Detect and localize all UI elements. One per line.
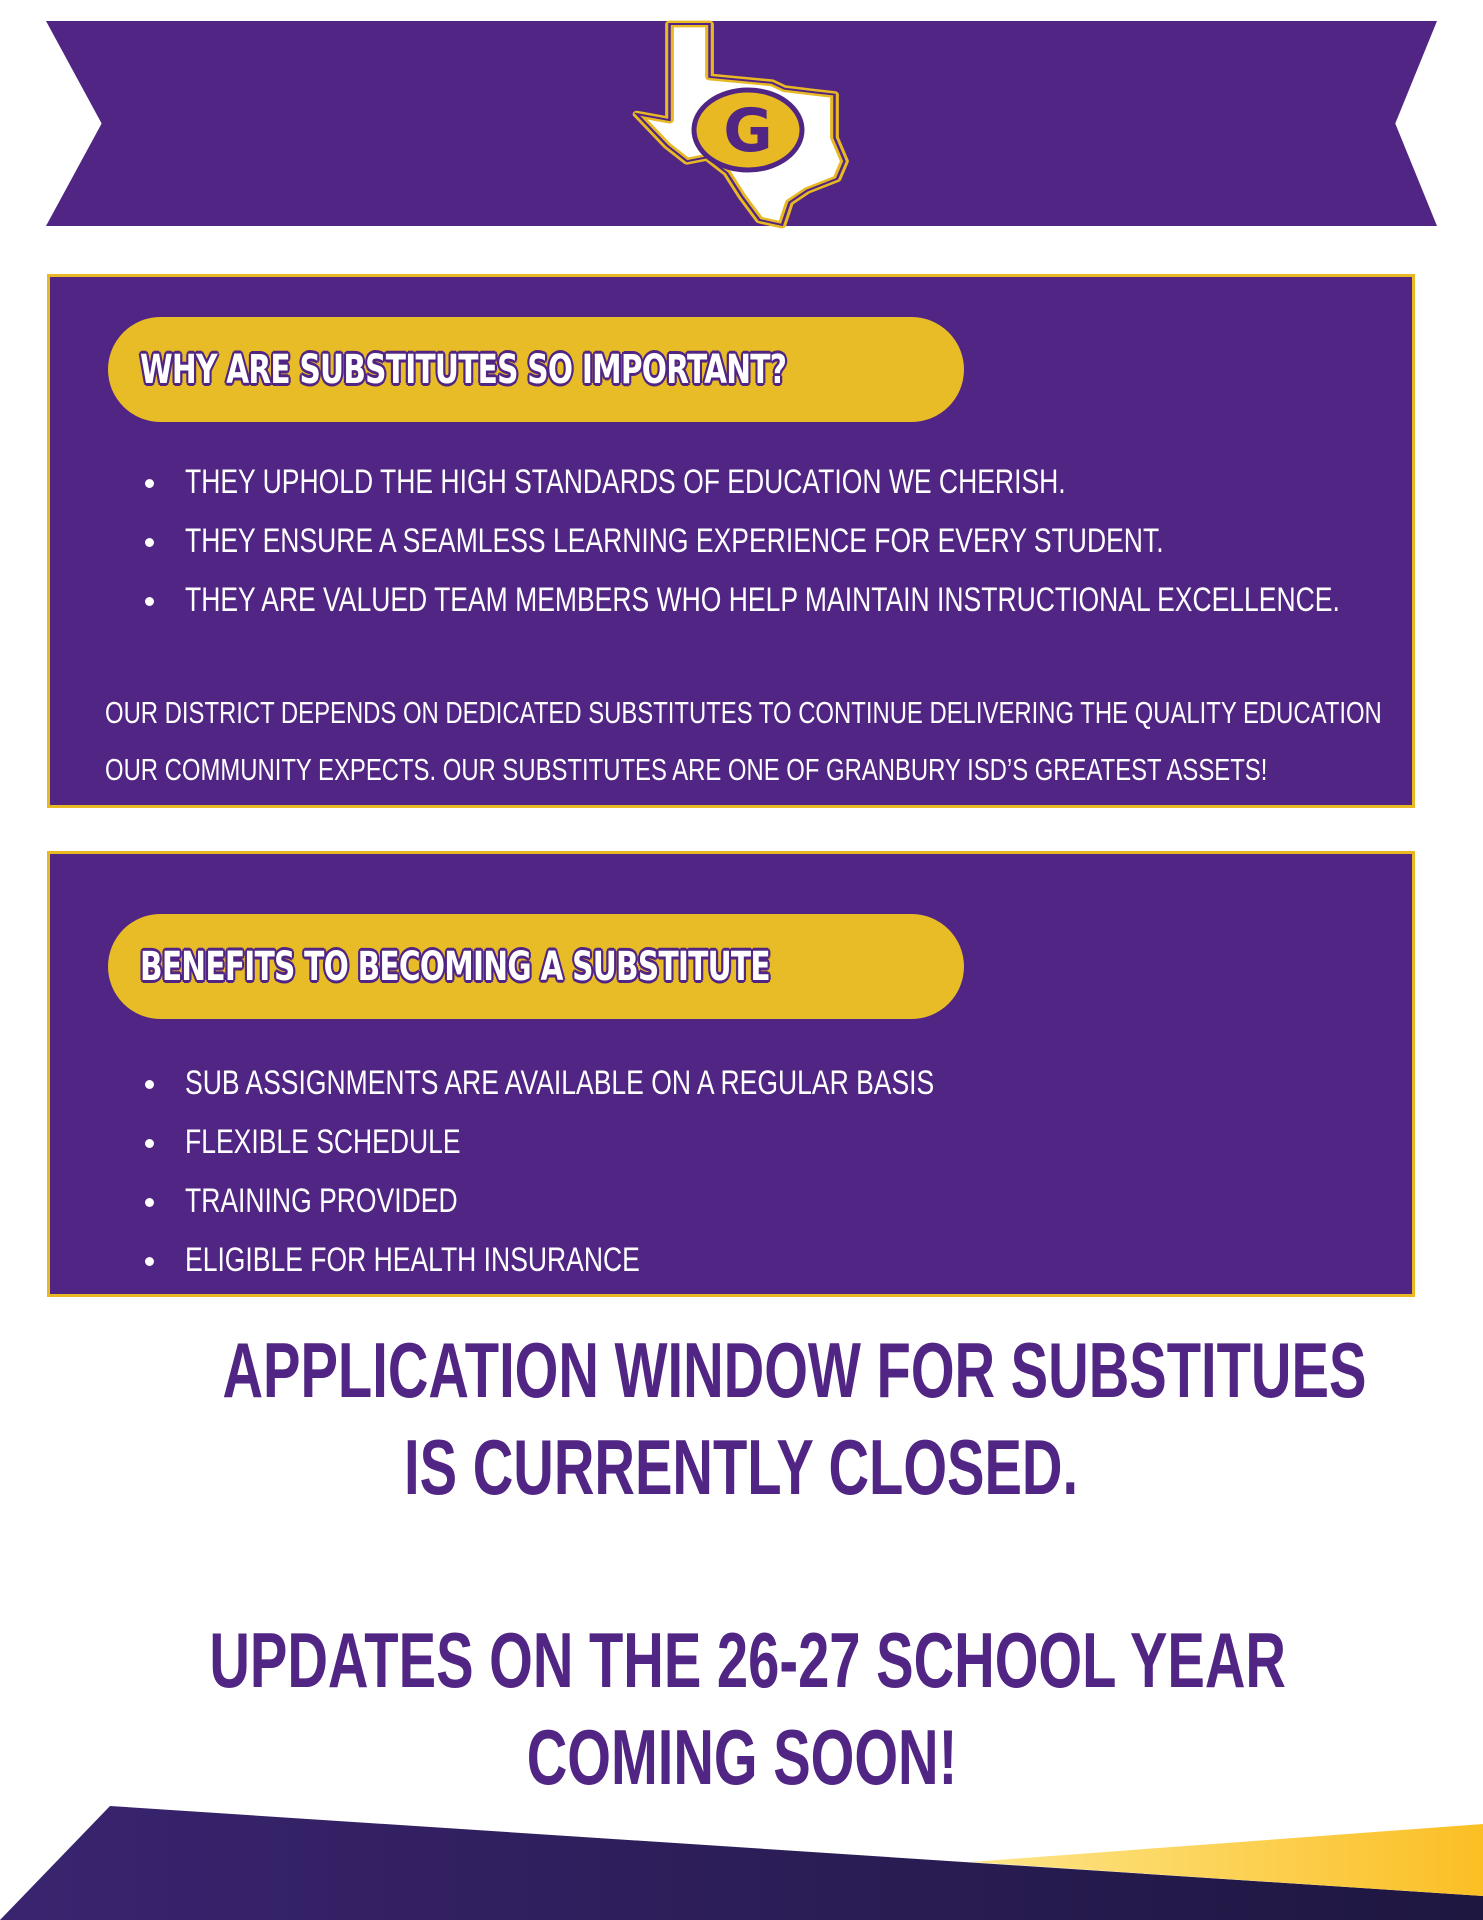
- list-item: THEY ENSURE A SEAMLESS LEARNING EXPERIENCE FOR EVERY STUDENT.: [145, 512, 1483, 571]
- footer-stripe: [0, 1800, 1483, 1920]
- notice-line: UPDATES ON THE 26-27 SCHOOL YEAR: [209, 1616, 1286, 1704]
- section-title-pill: [108, 317, 964, 422]
- list-item: TRAINING PROVIDED: [145, 1172, 1146, 1231]
- application-closed-notice: [0, 1322, 1483, 1516]
- section-title-pill: [108, 914, 964, 1019]
- list-item: THEY ARE VALUED TEAM MEMBERS WHO HELP MAINTAIN INSTRUCTIONAL EXCELLENCE.: [145, 571, 1483, 630]
- notice-line: COMING SOON!: [526, 1713, 957, 1801]
- paragraph-line: OUR DISTRICT DEPENDS ON DEDICATED SUBSTITUTES TO CONTINUE DELIVERING THE QUALITY EDUCATION: [105, 695, 1382, 730]
- notice-line: APPLICATION WINDOW FOR SUBSTITUES: [222, 1326, 1367, 1414]
- bullet-list: [145, 1054, 1146, 1290]
- notice-line: IS CURRENTLY CLOSED.: [404, 1423, 1079, 1511]
- section-title: BENEFITS TO BECOMING A SUBSTITUTE: [140, 943, 770, 990]
- list-item: FLEXIBLE SCHEDULE: [145, 1113, 1146, 1172]
- updates-notice: [0, 1612, 1483, 1806]
- paragraph-line: OUR COMMUNITY EXPECTS. OUR SUBSTITUTES ARE ONE OF GRANBURY ISD’S GREATEST ASSETS!: [105, 752, 1268, 787]
- section-title: WHY ARE SUBSTITUTES SO IMPORTANT?: [140, 346, 787, 393]
- district-paragraph: [105, 684, 1483, 798]
- benefits-panel: [47, 851, 1415, 1297]
- texas-state-g-logo-icon: [620, 20, 860, 230]
- bullet-list: [145, 453, 1483, 630]
- list-item: SUB ASSIGNMENTS ARE AVAILABLE ON A REGULAR BASIS: [145, 1054, 1146, 1113]
- logo-letter: G: [723, 96, 773, 166]
- why-substitutes-panel: [47, 274, 1415, 808]
- list-item: ELIGIBLE FOR HEALTH INSURANCE: [145, 1231, 1146, 1290]
- list-item: THEY UPHOLD THE HIGH STANDARDS OF EDUCATION WE CHERISH.: [145, 453, 1483, 512]
